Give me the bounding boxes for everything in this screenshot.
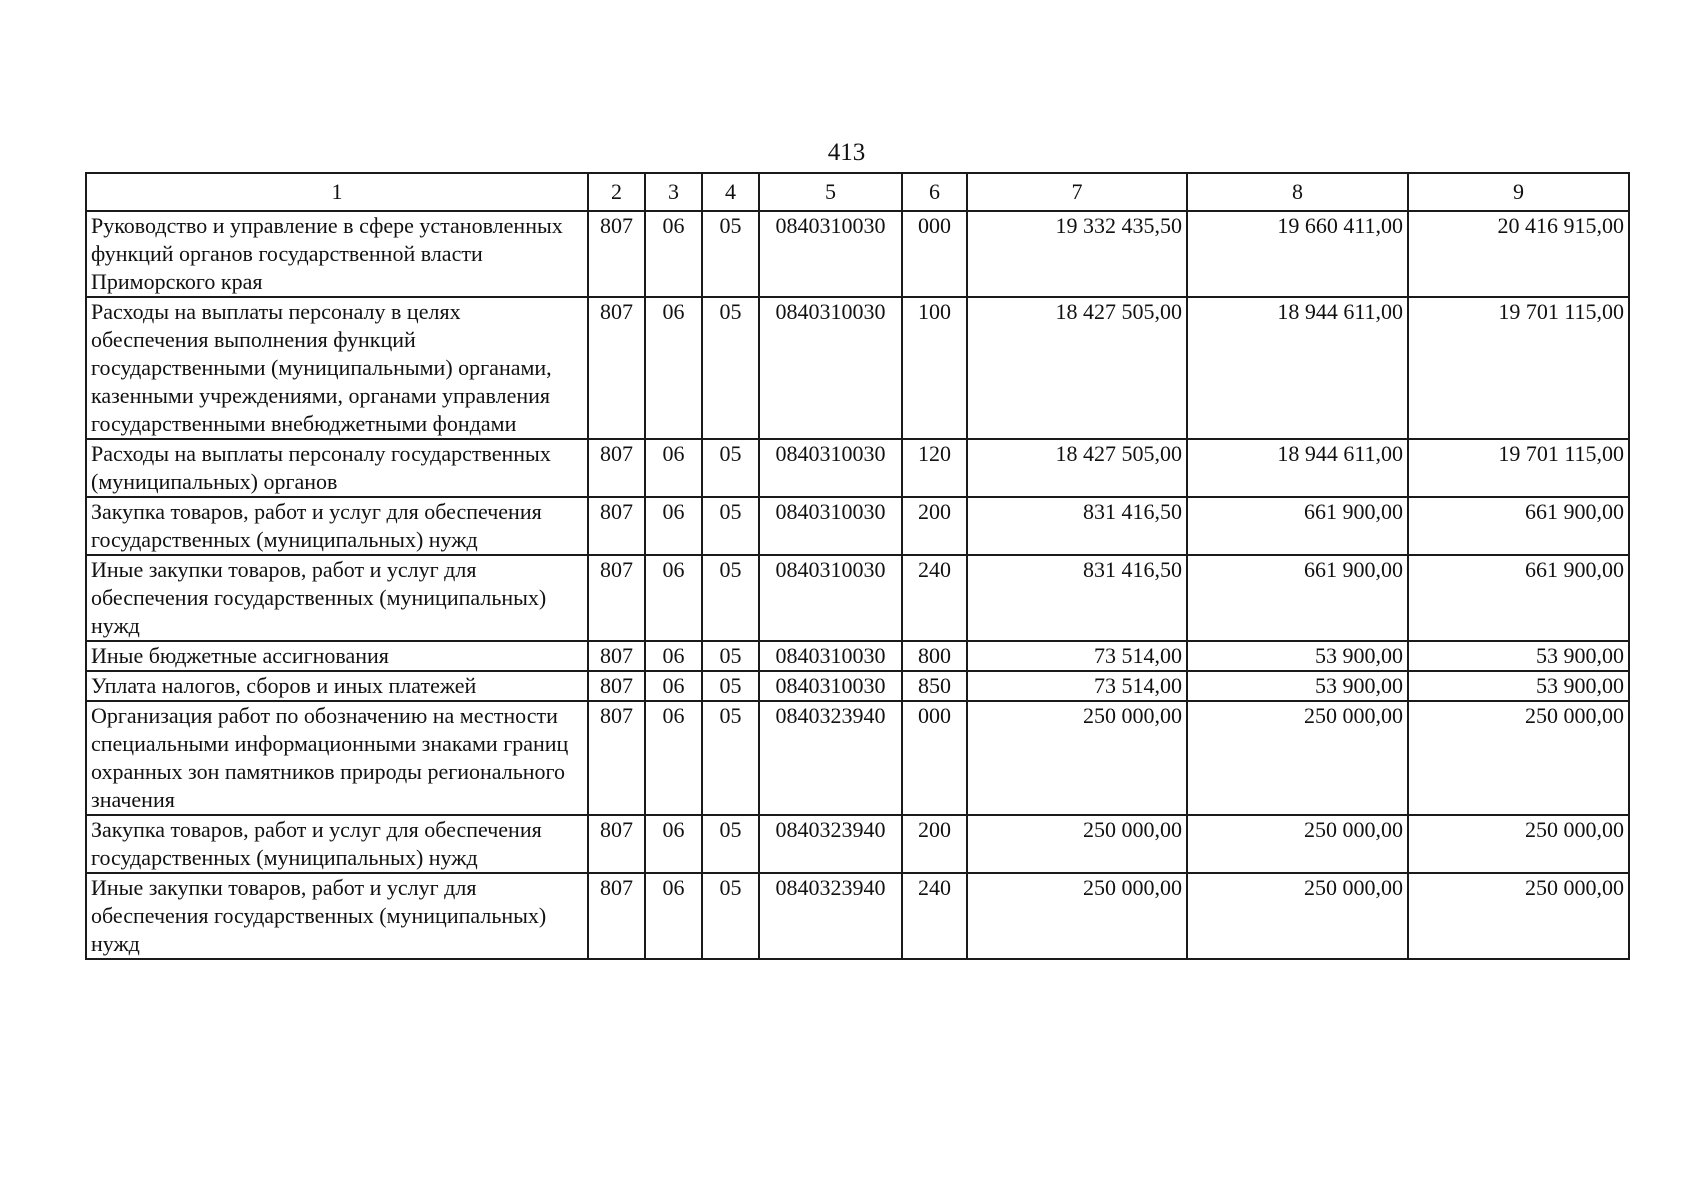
cell-subsection-code: 05: [702, 497, 759, 555]
table-row: [86, 497, 1629, 555]
cell-expense-type-code: 200: [902, 497, 967, 555]
header-cell-9: 9: [1408, 173, 1629, 211]
cell-amount-col8: 19 660 411,00: [1187, 211, 1408, 297]
table-row: [86, 555, 1629, 641]
header-cell-7: 7: [967, 173, 1187, 211]
cell-amount-col9: 53 900,00: [1408, 671, 1629, 701]
cell-amount-col7: 250 000,00: [967, 873, 1187, 959]
cell-amount-col7: 250 000,00: [967, 815, 1187, 873]
cell-target-code: 0840310030: [759, 641, 902, 671]
cell-subsection-code: 05: [702, 641, 759, 671]
cell-amount-col8: 53 900,00: [1187, 671, 1408, 701]
cell-amount-col7: 831 416,50: [967, 555, 1187, 641]
cell-ministry-code: 807: [588, 497, 645, 555]
header-cell-3: 3: [645, 173, 702, 211]
cell-amount-col9: 19 701 115,00: [1408, 297, 1629, 439]
cell-target-code: 0840310030: [759, 439, 902, 497]
header-cell-4: 4: [702, 173, 759, 211]
cell-amount-col7: 19 332 435,50: [967, 211, 1187, 297]
row-name: Закупка товаров, работ и услуг для обеспечения государственных (муниципальных) нужд: [86, 815, 588, 873]
cell-target-code: 0840323940: [759, 701, 902, 815]
cell-expense-type-code: 200: [902, 815, 967, 873]
cell-amount-col9: 19 701 115,00: [1408, 439, 1629, 497]
cell-section-code: 06: [645, 497, 702, 555]
cell-amount-col7: 73 514,00: [967, 641, 1187, 671]
cell-amount-col7: 73 514,00: [967, 671, 1187, 701]
cell-ministry-code: 807: [588, 555, 645, 641]
cell-expense-type-code: 100: [902, 297, 967, 439]
cell-expense-type-code: 120: [902, 439, 967, 497]
table-row: [86, 439, 1629, 497]
cell-amount-col8: 661 900,00: [1187, 497, 1408, 555]
cell-amount-col7: 831 416,50: [967, 497, 1187, 555]
page-number: 413: [827, 139, 866, 166]
budget-table: [85, 172, 1630, 960]
cell-ministry-code: 807: [588, 641, 645, 671]
row-name: Иные бюджетные ассигнования: [86, 641, 588, 671]
cell-expense-type-code: 000: [902, 701, 967, 815]
cell-ministry-code: 807: [588, 815, 645, 873]
cell-subsection-code: 05: [702, 671, 759, 701]
cell-expense-type-code: 240: [902, 555, 967, 641]
cell-amount-col8: 661 900,00: [1187, 555, 1408, 641]
row-name: Уплата налогов, сборов и иных платежей: [86, 671, 588, 701]
cell-amount-col8: 18 944 611,00: [1187, 439, 1408, 497]
cell-target-code: 0840310030: [759, 497, 902, 555]
cell-amount-col8: 250 000,00: [1187, 701, 1408, 815]
cell-section-code: 06: [645, 641, 702, 671]
row-name: Расходы на выплаты персоналу государственных (муниципальных) органов: [86, 439, 588, 497]
cell-amount-col9: 250 000,00: [1408, 873, 1629, 959]
cell-section-code: 06: [645, 873, 702, 959]
cell-section-code: 06: [645, 211, 702, 297]
cell-expense-type-code: 000: [902, 211, 967, 297]
row-name: Иные закупки товаров, работ и услуг для обеспечения государственных (муниципальных) нужд: [86, 873, 588, 959]
cell-amount-col7: 250 000,00: [967, 701, 1187, 815]
cell-subsection-code: 05: [702, 555, 759, 641]
header-cell-5: 5: [759, 173, 902, 211]
row-name: Закупка товаров, работ и услуг для обеспечения государственных (муниципальных) нужд: [86, 497, 588, 555]
cell-target-code: 0840310030: [759, 211, 902, 297]
cell-section-code: 06: [645, 555, 702, 641]
row-name: Руководство и управление в сфере установленных функций органов государственной власти Приморского края: [86, 211, 588, 297]
cell-expense-type-code: 850: [902, 671, 967, 701]
cell-amount-col9: 250 000,00: [1408, 815, 1629, 873]
cell-section-code: 06: [645, 439, 702, 497]
cell-target-code: 0840310030: [759, 671, 902, 701]
cell-ministry-code: 807: [588, 671, 645, 701]
header-cell-6: 6: [902, 173, 967, 211]
cell-target-code: 0840323940: [759, 873, 902, 959]
header-cell-8: 8: [1187, 173, 1408, 211]
table-row: [86, 701, 1629, 815]
cell-subsection-code: 05: [702, 873, 759, 959]
table-row: [86, 211, 1629, 297]
cell-amount-col9: 250 000,00: [1408, 701, 1629, 815]
cell-amount-col7: 18 427 505,00: [967, 439, 1187, 497]
cell-amount-col7: 18 427 505,00: [967, 297, 1187, 439]
cell-amount-col9: 661 900,00: [1408, 497, 1629, 555]
cell-target-code: 0840310030: [759, 555, 902, 641]
cell-ministry-code: 807: [588, 297, 645, 439]
cell-expense-type-code: 800: [902, 641, 967, 671]
cell-subsection-code: 05: [702, 815, 759, 873]
cell-ministry-code: 807: [588, 439, 645, 497]
cell-ministry-code: 807: [588, 873, 645, 959]
cell-section-code: 06: [645, 297, 702, 439]
cell-subsection-code: 05: [702, 211, 759, 297]
cell-amount-col9: 20 416 915,00: [1408, 211, 1629, 297]
cell-expense-type-code: 240: [902, 873, 967, 959]
row-name: Расходы на выплаты персоналу в целях обеспечения выполнения функций государственными (муниципальными) органами, казенными учреждениями, органами управления государственными внебюджетными фондами: [86, 297, 588, 439]
table-row: [86, 641, 1629, 671]
table-row: [86, 297, 1629, 439]
row-name: Иные закупки товаров, работ и услуг для обеспечения государственных (муниципальных) нужд: [86, 555, 588, 641]
cell-target-code: 0840323940: [759, 815, 902, 873]
cell-amount-col9: 53 900,00: [1408, 641, 1629, 671]
header-row: [86, 173, 1629, 211]
table-row: [86, 873, 1629, 959]
cell-section-code: 06: [645, 701, 702, 815]
cell-amount-col8: 18 944 611,00: [1187, 297, 1408, 439]
cell-amount-col8: 250 000,00: [1187, 815, 1408, 873]
cell-section-code: 06: [645, 815, 702, 873]
cell-section-code: 06: [645, 671, 702, 701]
cell-subsection-code: 05: [702, 439, 759, 497]
cell-ministry-code: 807: [588, 701, 645, 815]
cell-amount-col8: 250 000,00: [1187, 873, 1408, 959]
table-row: [86, 815, 1629, 873]
cell-ministry-code: 807: [588, 211, 645, 297]
header-cell-1: 1: [86, 173, 588, 211]
cell-target-code: 0840310030: [759, 297, 902, 439]
cell-subsection-code: 05: [702, 701, 759, 815]
cell-amount-col9: 661 900,00: [1408, 555, 1629, 641]
cell-subsection-code: 05: [702, 297, 759, 439]
row-name: Организация работ по обозначению на местности специальными информационными знаками границ охранных зон памятников природы регионального значения: [86, 701, 588, 815]
header-cell-2: 2: [588, 173, 645, 211]
table-row: [86, 671, 1629, 701]
cell-amount-col8: 53 900,00: [1187, 641, 1408, 671]
